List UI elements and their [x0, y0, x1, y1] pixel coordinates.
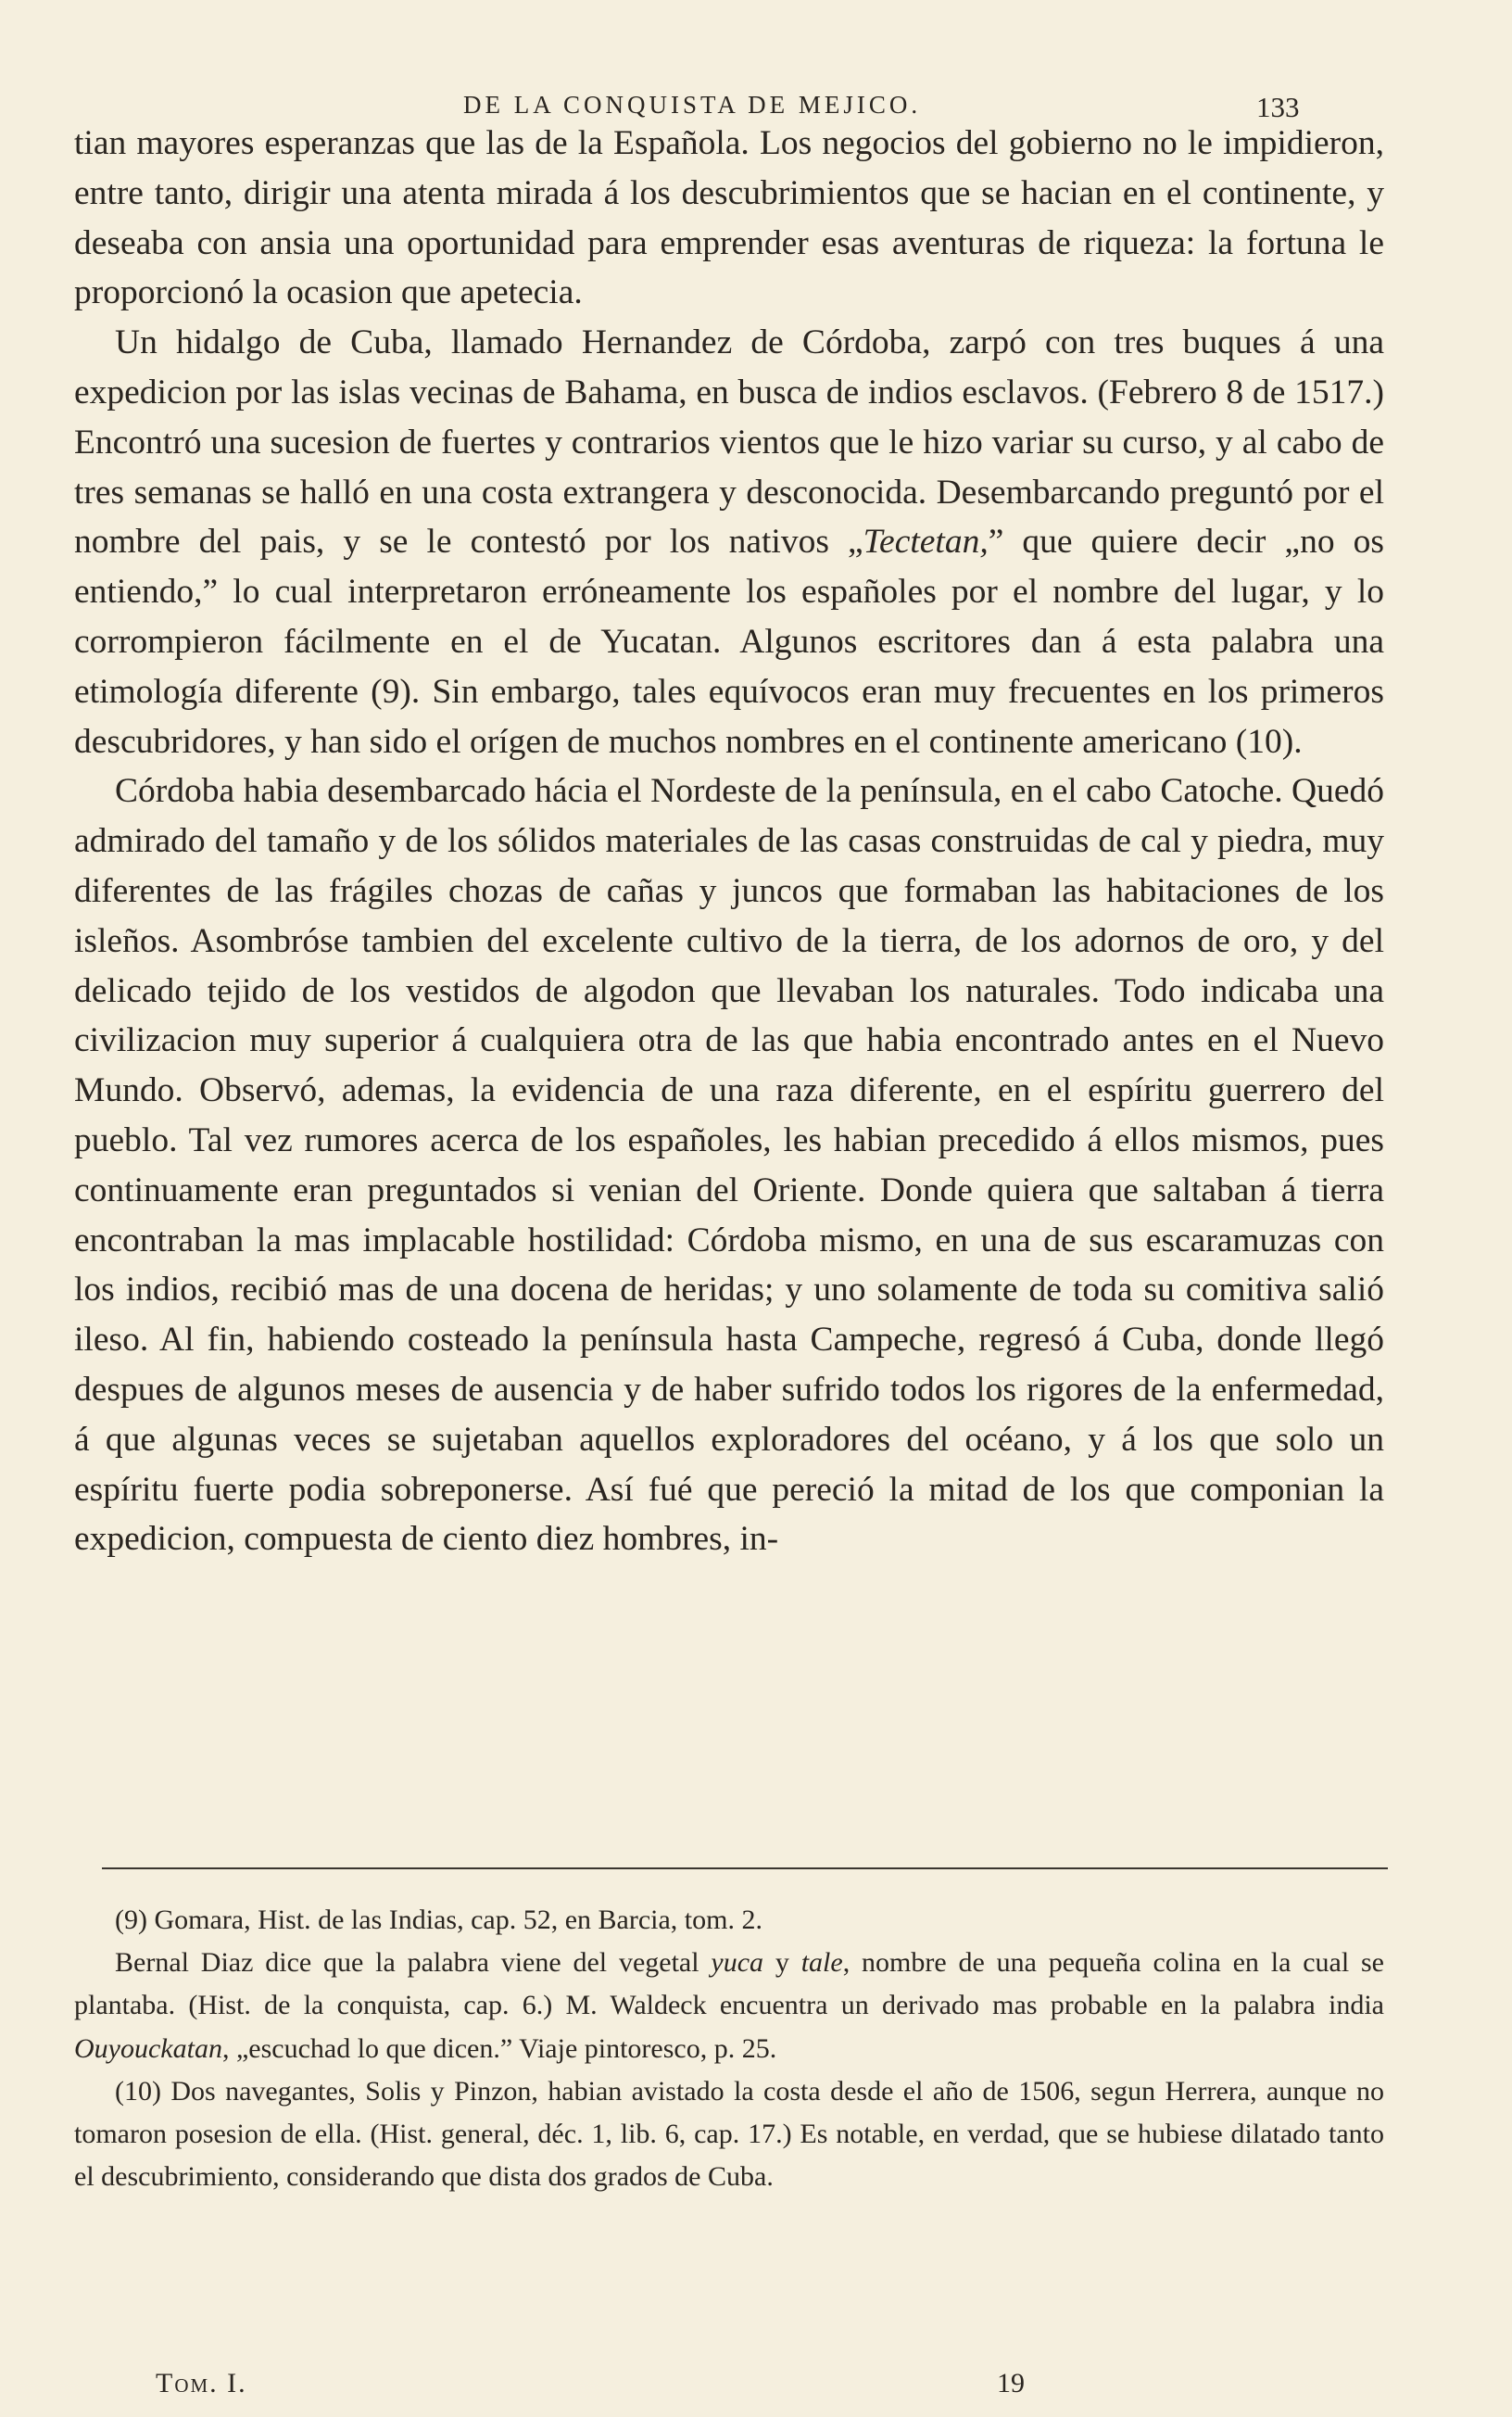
footnote-9-text-b: y	[763, 1947, 801, 1979]
footnote-separator	[102, 1867, 1388, 1869]
paragraph-1: tian mayores esperanzas que las de la Española. Los negocios del gobierno no le impidieron, entre tanto, dirigir una atenta mirada á los descubrimientos que se hacian en el continente, y deseaba con ansia una oportunidad para emprender esas aventuras de riqueza: la fortuna le proporcionó la ocasion que apetecia.	[74, 124, 1384, 312]
footnote-9-citation: (9) Gomara, Hist. de las Indias, cap. 52, en Barcia, tom. 2.	[115, 1904, 762, 1935]
paragraph-2	[74, 318, 1384, 766]
running-title: DE LA CONQUISTA DE MEJICO.	[463, 91, 922, 119]
sheet-number: 19	[997, 2368, 1025, 2398]
footnote-9-text-d: , „escuchad lo que dicen.” Viaje pintoresco, p. 25.	[221, 2032, 777, 2064]
footnote-9-commentary	[74, 1942, 1384, 2070]
paragraph-3: Córdoba habia desembarcado hácia el Nordeste de la península, en el cabo Catoche. Quedó admirado del tamaño y de los sólidos materiales de las casas construidas de cal y piedra, muy diferentes de las frágiles chozas de cañas y juncos que formaban las habitaciones de los isleños. Asombróse tambien del excelente cultivo de la tierra, de los adornos de oro, y del delicado tejido de los vestidos de algodon que llevaban los naturales. Todo indicaba una civilizacion muy superior á cualquiera otra de las que habia encontrado antes en el Nuevo Mundo. Observó, ademas, la evidencia de una raza diferente, en el espíritu guerrero del pueblo. Tal vez rumores acerca de los españoles, les habian precedido á ellos mismos, pues continuamente eran preguntados si venian del Oriente. Donde quiera que saltaban á tierra encontraban la mas implacable hostilidad: Córdoba mismo, en una de sus escaramuzas con los indios, recibió mas de una docena de heridas; y uno solamente de toda su comitiva salió ileso. Al fin, habiendo costeado la península hasta Campeche, regresó á Cuba, donde llegó despues de algunos meses de ausencia y de haber sufrido todos los rigores de la enfermedad, á que algunas veces se sujetaban aquellos exploradores del océano, y á los que solo un espíritu fuerte podia sobreponerse. Así fué que pereció la mitad de los que componian la expedicion, compuesta de ciento diez hombres, in-	[74, 772, 1384, 1559]
signature-line	[0, 2368, 1512, 2405]
ouyouckatan-italic: Ouyouckatan	[74, 2032, 222, 2064]
volume-signature: Tom. I.	[156, 2368, 247, 2398]
tale-italic: tale	[800, 1947, 843, 1979]
paragraph-2-text-start: Un hidalgo de Cuba, llamado Hernandez de Córdoba, zarpó con tres buques á una expedicion por las islas vecinas de Bahama, en busca de indios esclavos. (Febrero 8 de 1517.) Encontró una sucesion de fuertes y contrarios vientos que le hizo variar su curso, y al cabo de tres semanas se halló en una costa extrangera y desconocida. Desembarcando preguntó por el nombre del pais, y se le contestó por los nativos „	[74, 323, 1384, 562]
paragraph-2-text-end: ” que quiere decir „no os entiendo,” lo cual interpretaron erróneamente los españoles por el nombre del lugar, y lo corrompieron fácilmente en el de Yucatan. Algunos escritores dan á esta palabra una etimología diferente (9). Sin embargo, tales equívocos eran muy frecuentes en los primeros descubridores, y han sido el orígen de muchos nombres en el continente americano (10).	[74, 523, 1384, 761]
footnote-9-text-a: Bernal Diaz dice que la palabra viene del vegetal	[115, 1947, 712, 1979]
footnote-9-text-c: , nombre de una pequeña colina en la cual se plantaba. (Hist. de la conquista, cap. 6.) M. Waldeck encuentra un derivado mas probable en la palabra india	[74, 1947, 1384, 2021]
yuca-italic: yuca	[711, 1947, 764, 1979]
main-text	[74, 119, 1384, 1564]
tectetan-italic: Tectetan,	[863, 523, 989, 562]
footnote-10: (10) Dos navegantes, Solis y Pinzon, habian avistado la costa desde el año de 1506, segun Herrera, aunque no tomaron posesion de ella. (Hist. general, déc. 1, lib. 6, cap. 17.) Es notable, en verdad, que se hubiese dilatado tanto el descubrimiento, considerando que dista dos grados de Cuba.	[74, 2075, 1384, 2193]
page-number: 133	[1256, 91, 1300, 123]
footnotes	[74, 1899, 1384, 2198]
